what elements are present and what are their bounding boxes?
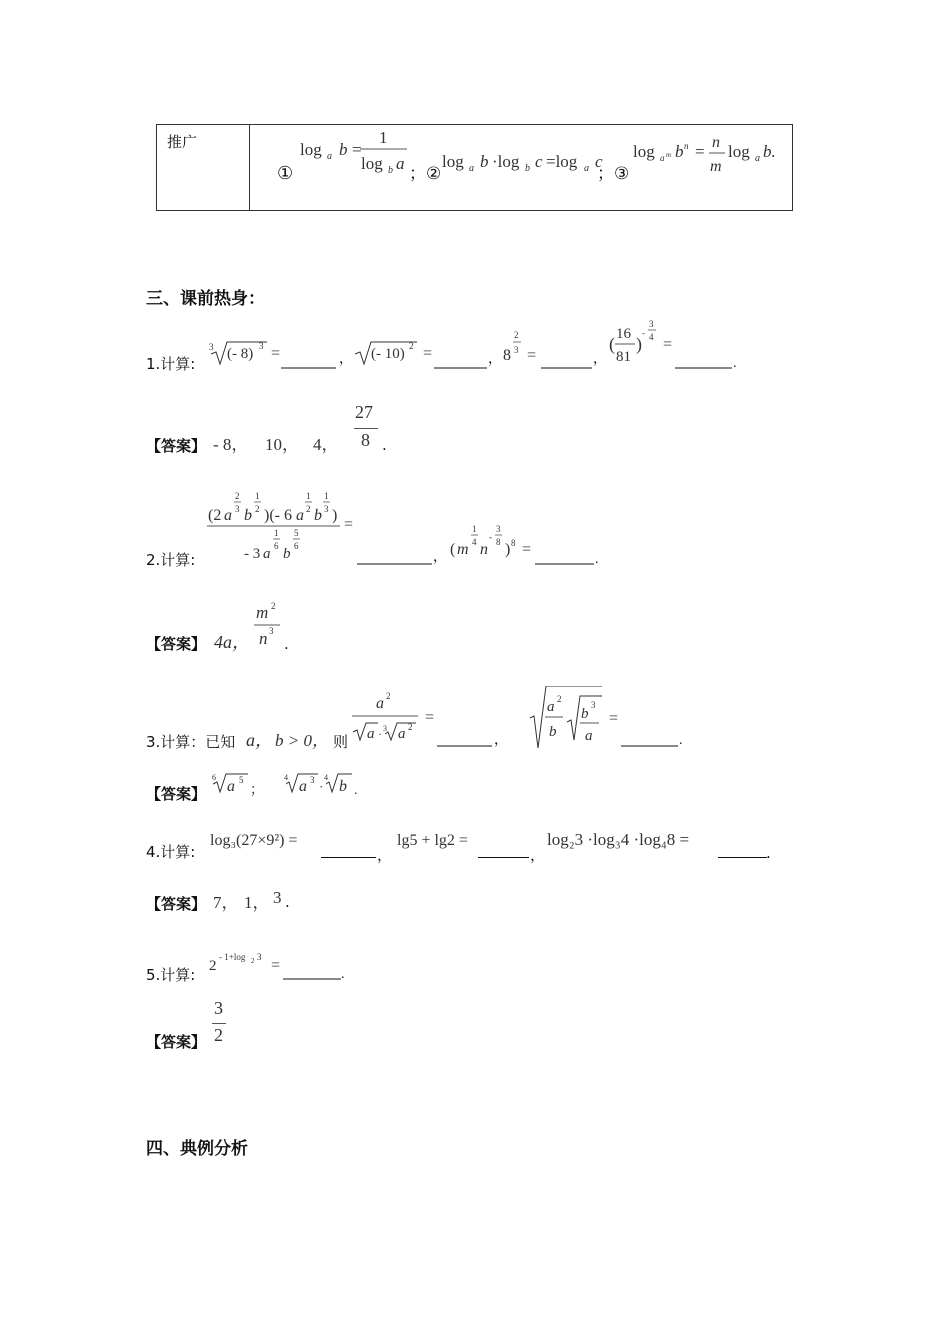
- svg-text:6: 6: [212, 773, 216, 782]
- svg-text:2: 2: [235, 491, 240, 501]
- svg-text:a: a: [585, 728, 593, 744]
- item1-marker: ①: [277, 163, 294, 184]
- svg-text:(: (: [450, 541, 456, 558]
- svg-text:(2: (2: [208, 507, 222, 524]
- q4-blank1[interactable]: [321, 856, 376, 858]
- svg-text:a: a: [755, 153, 760, 164]
- svg-text:b: b: [388, 165, 393, 176]
- svg-text:3: 3: [235, 504, 240, 514]
- svg-text:4: 4: [649, 332, 654, 342]
- svg-text:·: ·: [319, 779, 324, 794]
- svg-text:a: a: [376, 695, 384, 712]
- svg-text:1: 1: [472, 524, 477, 534]
- svg-text:a: a: [547, 699, 555, 715]
- svg-text:a: a: [584, 163, 589, 174]
- svg-text:): ): [636, 334, 642, 354]
- a3-expressions: [210, 766, 370, 802]
- svg-text:=: =: [352, 140, 362, 159]
- svg-text:a: a: [263, 546, 271, 562]
- svg-text:=: =: [522, 541, 532, 558]
- svg-text:8: 8: [496, 537, 501, 547]
- a1-value1: - 8，: [213, 435, 249, 454]
- svg-text:3: 3: [310, 775, 315, 785]
- svg-text:.: .: [595, 552, 599, 567]
- q4-expr1: log₃(27×9²) =: [210, 832, 298, 849]
- svg-text:b: b: [549, 724, 557, 740]
- svg-text:b.: b.: [763, 142, 776, 161]
- svg-text:1: 1: [255, 491, 260, 501]
- svg-text:2: 2: [557, 694, 562, 704]
- svg-text:3: 3: [259, 341, 264, 351]
- svg-text:log: log: [728, 142, 750, 161]
- svg-text:m: m: [710, 158, 722, 175]
- svg-text:=: =: [271, 345, 281, 362]
- svg-text:.: .: [341, 967, 345, 982]
- svg-text:b: b: [525, 163, 530, 174]
- svg-text:a: a: [398, 726, 406, 742]
- svg-text:3: 3: [269, 626, 274, 636]
- section4-heading: 四、典例分析: [146, 1139, 248, 1159]
- formula-log-chain: [440, 145, 610, 185]
- svg-text:8: 8: [503, 347, 511, 364]
- a4-value2: 1，: [244, 893, 270, 912]
- generalization-table: [156, 124, 793, 211]
- svg-text:c: c: [595, 152, 603, 171]
- svg-text:5: 5: [239, 775, 244, 785]
- svg-text:6: 6: [274, 541, 279, 551]
- q1-expressions: [205, 318, 750, 376]
- svg-text:1: 1: [274, 528, 279, 538]
- q4-expr3: log₂3 ·log₃4 ·log₄8 =: [547, 830, 690, 849]
- q3-cond-b: b > 0，: [275, 731, 329, 750]
- svg-text:b: b: [339, 140, 348, 159]
- a4-end: .: [285, 893, 290, 911]
- svg-text:=log: =log: [546, 152, 578, 171]
- a1-end: .: [382, 436, 387, 454]
- a4-label: 【答案】: [146, 895, 207, 913]
- item3-marker: ；③: [597, 164, 630, 184]
- svg-text:n: n: [259, 629, 268, 648]
- svg-text:b: b: [480, 152, 489, 171]
- formula1-numerator: 1: [379, 128, 388, 147]
- a2-end: .: [284, 635, 289, 653]
- svg-text:a: a: [299, 778, 307, 795]
- q4-sep1: ，: [377, 846, 393, 864]
- q3-cond-a: a，: [246, 730, 273, 750]
- q3-expressions: [350, 686, 700, 754]
- a5-label: 【答案】: [146, 1033, 207, 1051]
- svg-text:a: a: [224, 507, 232, 524]
- svg-text:.: .: [733, 356, 737, 371]
- svg-text:1: 1: [324, 491, 329, 501]
- svg-text:，: ，: [339, 352, 353, 367]
- q5-expression: [207, 946, 357, 986]
- svg-text:n: n: [684, 141, 689, 151]
- a4-value3: 3: [273, 888, 282, 907]
- a1-label: 【答案】: [146, 437, 207, 455]
- svg-text:·log: ·log: [492, 152, 520, 171]
- svg-text:3: 3: [383, 724, 387, 733]
- svg-text:(- 8): (- 8): [227, 346, 254, 362]
- formula-log-power: [631, 129, 791, 179]
- table-divider: [249, 125, 250, 210]
- svg-text:m: m: [256, 603, 269, 622]
- svg-text:=: =: [663, 336, 673, 353]
- svg-text:81: 81: [616, 349, 631, 365]
- svg-text:b: b: [314, 507, 322, 524]
- a5-fraction-denominator: 2: [214, 1025, 223, 1045]
- svg-text:2: 2: [251, 957, 255, 965]
- svg-text:3: 3: [257, 952, 262, 962]
- q4-end: .: [766, 844, 771, 862]
- a5-fraction-bar: [212, 1023, 226, 1024]
- a3-label: 【答案】: [146, 785, 207, 803]
- svg-text:a: a: [227, 778, 235, 795]
- svg-text:，: ，: [494, 733, 508, 748]
- svg-text:=: =: [527, 347, 537, 364]
- svg-text:-: -: [489, 532, 492, 542]
- svg-text:n: n: [480, 541, 488, 558]
- svg-text:b: b: [283, 546, 291, 562]
- section3-heading: 三、课前热身：: [146, 289, 265, 309]
- svg-text:): ): [505, 541, 511, 558]
- a5-fraction-numerator: 3: [214, 998, 223, 1018]
- svg-text:=: =: [695, 142, 705, 161]
- svg-text:，: ，: [593, 352, 607, 367]
- svg-text:3: 3: [209, 342, 214, 352]
- a1-fraction-bar: [354, 428, 378, 429]
- svg-text:- 1+log: - 1+log: [219, 952, 246, 962]
- svg-text:log: log: [300, 140, 322, 159]
- svg-text:): ): [332, 507, 338, 524]
- svg-text:2: 2: [255, 504, 260, 514]
- q1-label: 1.计算:: [146, 355, 196, 373]
- a4-value1: 7，: [213, 893, 239, 912]
- svg-text:b: b: [244, 507, 252, 524]
- svg-text:2: 2: [409, 341, 414, 351]
- a1-value3: 4，: [313, 435, 339, 454]
- svg-text:a: a: [660, 153, 665, 163]
- q4-sep2: ，: [530, 846, 546, 864]
- svg-text:a: a: [396, 154, 405, 173]
- svg-text:·: ·: [378, 727, 382, 741]
- a1-fraction-numerator: 27: [355, 402, 373, 422]
- svg-text:m: m: [666, 151, 672, 159]
- svg-text:2: 2: [209, 958, 217, 974]
- svg-text:=: =: [344, 516, 354, 533]
- svg-text:a: a: [469, 163, 474, 174]
- svg-text:4: 4: [284, 773, 288, 782]
- a2-label: 【答案】: [146, 635, 207, 653]
- q5-label: 5.计算:: [146, 966, 196, 984]
- svg-text:5: 5: [294, 528, 299, 538]
- svg-text:3: 3: [324, 504, 329, 514]
- svg-text:a: a: [327, 151, 332, 162]
- q4-expr2: lg5 + lg2 =: [397, 832, 468, 849]
- svg-text:=: =: [271, 957, 281, 974]
- svg-text:c: c: [535, 152, 543, 171]
- svg-text:，: ，: [488, 352, 502, 367]
- svg-text:4: 4: [324, 773, 328, 782]
- svg-text:a: a: [296, 507, 304, 524]
- svg-text:m: m: [457, 541, 469, 558]
- svg-text:-: -: [642, 328, 645, 338]
- svg-text:log: log: [442, 152, 464, 171]
- svg-text:n: n: [712, 134, 720, 151]
- svg-text:=: =: [425, 709, 435, 726]
- svg-text:6: 6: [294, 541, 299, 551]
- svg-text:b: b: [339, 778, 347, 795]
- svg-text:2: 2: [271, 601, 276, 611]
- svg-text:)(- 6: )(- 6: [264, 507, 292, 524]
- svg-text:b: b: [581, 706, 589, 722]
- svg-text:2: 2: [408, 722, 413, 732]
- q2-label: 2.计算:: [146, 551, 196, 569]
- svg-text:- 3: - 3: [244, 546, 261, 562]
- table-label: 推广: [167, 133, 198, 151]
- svg-text:4: 4: [472, 537, 477, 547]
- svg-text:log: log: [361, 154, 383, 173]
- q4-blank3[interactable]: [718, 856, 767, 858]
- q4-label: 4.计算:: [146, 843, 196, 861]
- svg-text:8: 8: [511, 538, 516, 548]
- svg-text:3: 3: [496, 524, 501, 534]
- q3-then: 则: [333, 733, 349, 751]
- svg-text:1: 1: [306, 491, 311, 501]
- q3-label: 3.计算：已知: [146, 733, 236, 751]
- svg-text:.: .: [354, 783, 358, 798]
- svg-text:，: ，: [433, 550, 447, 565]
- svg-text:a: a: [367, 726, 375, 742]
- a1-fraction-denominator: 8: [361, 430, 370, 450]
- svg-text:2: 2: [514, 330, 519, 340]
- svg-text:(- 10): (- 10): [371, 346, 405, 362]
- svg-text:=: =: [609, 710, 619, 727]
- a2-value1: 4a，: [214, 632, 250, 652]
- svg-text:2: 2: [386, 691, 391, 701]
- a1-value2: 10，: [265, 435, 299, 454]
- svg-text:(: (: [609, 334, 615, 354]
- svg-text:3: 3: [591, 700, 596, 710]
- svg-text:3: 3: [514, 345, 519, 355]
- svg-text:；: ；: [250, 783, 264, 798]
- formula-log-reciprocal: [297, 125, 412, 185]
- q2-expressions: [204, 484, 604, 574]
- svg-text:16: 16: [616, 326, 631, 342]
- svg-text:log: log: [633, 142, 655, 161]
- item2-marker: ；②: [409, 164, 442, 184]
- svg-text:b: b: [675, 142, 684, 161]
- svg-text:2: 2: [306, 504, 311, 514]
- svg-text:.: .: [679, 733, 683, 748]
- svg-text:=: =: [423, 345, 433, 362]
- svg-text:3: 3: [649, 319, 654, 329]
- q4-blank2[interactable]: [478, 856, 529, 858]
